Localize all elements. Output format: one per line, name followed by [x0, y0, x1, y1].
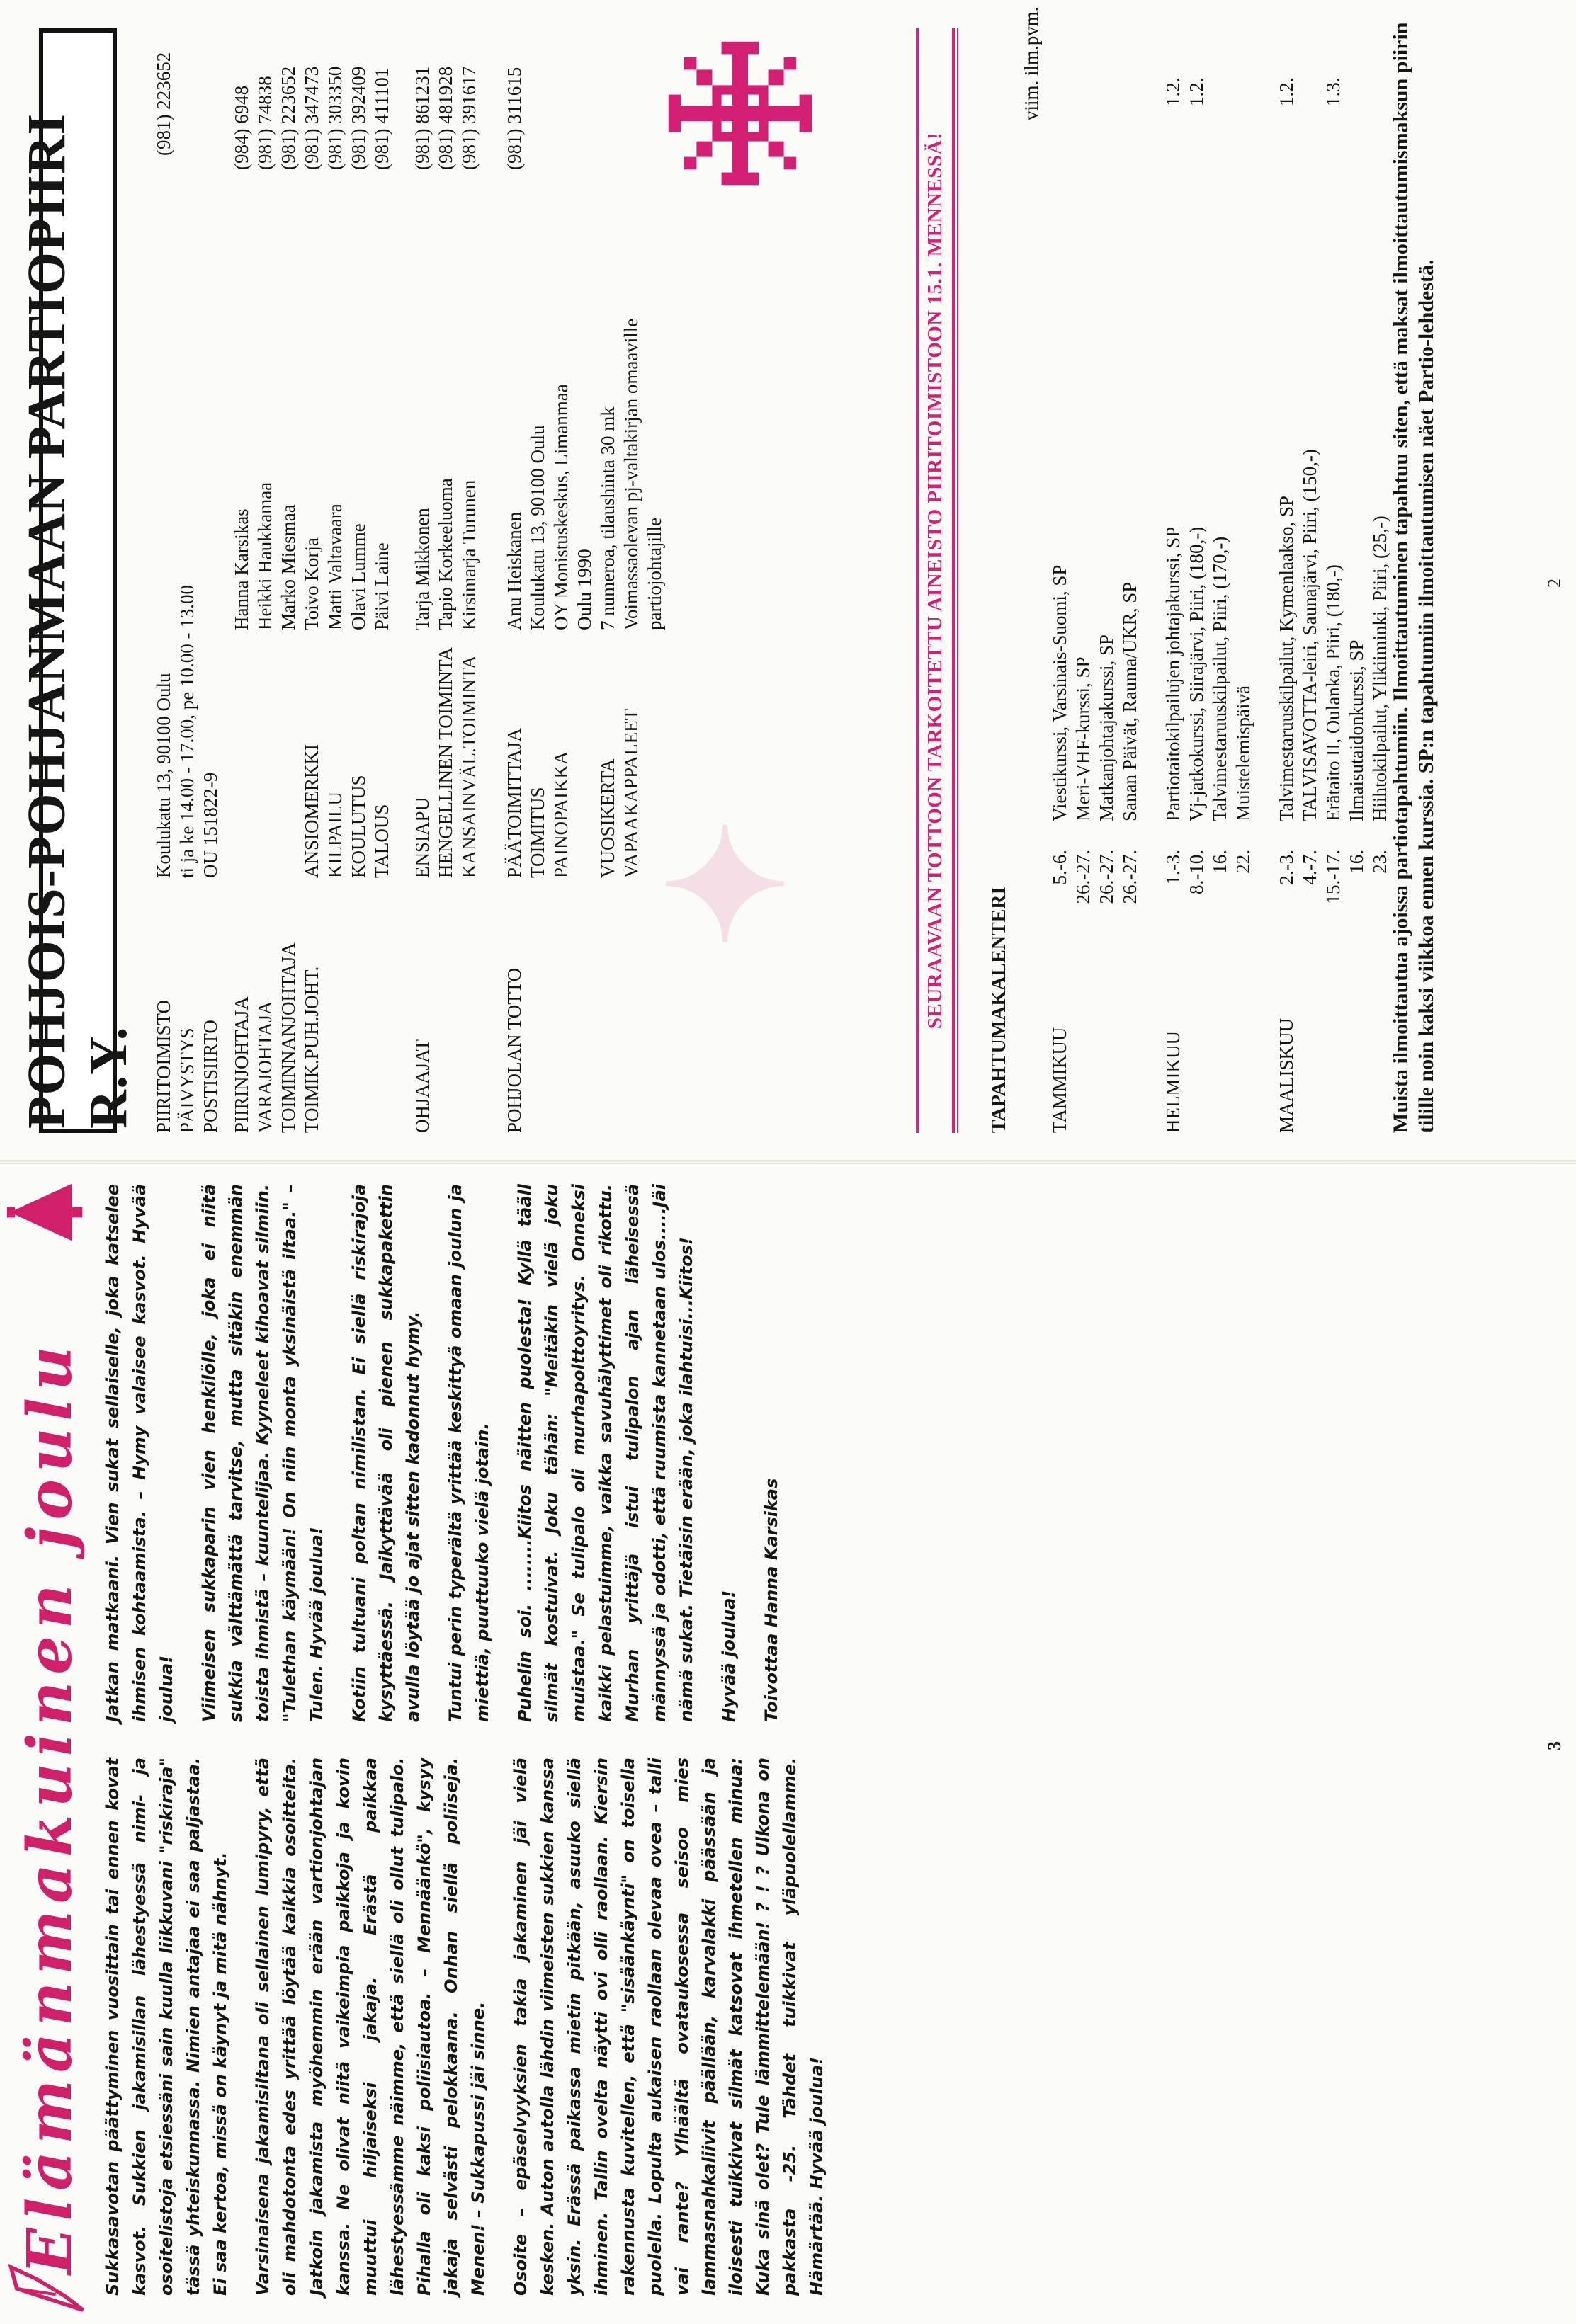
role-sub: ANSIOMERKKI: [301, 744, 322, 878]
calendar-event: TALVISAVOTTA-leiri, Saunajärvi, Piiri, (150,-): [1299, 449, 1320, 821]
person-phone: (981) 392409: [348, 66, 369, 170]
watermark-bg: ✦: [643, 818, 816, 949]
office-label: PIIRITOIMISTO: [153, 999, 174, 1133]
article-paragraph: Tuntui perin typerältä yrittää keskittyä omaan joulun ja miettiä, puuttuuko vielä jotain.: [446, 1184, 492, 1722]
office-value: OU 151822-9: [200, 772, 221, 878]
role-sub: KILPAILU: [324, 791, 346, 878]
totto-value: partiojohtajille: [644, 518, 665, 630]
calendar-event: Talvimestaruuskilpailut, Kymenlaakso, SP: [1276, 495, 1297, 821]
article-paragraph: Osoite – epäselvyyksien takia jakaminen jäi vielä kesken. Auton autolla lähdin viimeisten sukkien kanssa yksin. Erässä paikassa mietin pitkään, asuuko siellä ihminen. Tallin ovelta näytti ovi olli raollaan. Kiersin rakennusta kuvitellen, että "sisäänkäynti" on toisella puolella. Lopulta aukaisen raollaan olevaa ovea – talli vai rante? Ylhäältä ovataukosessa seisoo mies lammasnahkaliivit päällään, karvalakki päässään ja iloisesti tuikkivat silmät katsovat ihmetellen minua: Kuka sinä olet? Tule lämmittelemään! ? ! ? Ulkona on pakkasta -25. Tähdet tuikkivat yläpuolellamme. Hämärtää. Hyvää joulua!: [511, 1758, 827, 2296]
article-paragraph: Varsinaisena jakamisiltana oli sellainen lumipyry, että oli mahdotonta edes yrittää löytää kaikkia osoitteita. Jatkoin jakamista myöhemmin erään vartionjohtajan kanssa. Ne olivat niitä vaikeimpia paikkoja ja kovin muuttui hiljaiseksi jakaja. Erästä paikkaa lähestyessämme näimme, että siellä oli ollut tulipalo. Pihalla oli kaksi poliisiautoa. – Mennäänkö", kysyy jakaja selvästi pelokkaana. Onhan siellä poliiseja. Menen! – Sukkapussi jäi sinne.: [253, 1758, 488, 2296]
role-sub: KOULUTUS: [348, 775, 369, 878]
person-phone: (981) 411101: [371, 67, 392, 170]
office-value: Koulukatu 13, 90100 Oulu: [153, 673, 174, 878]
person-phone: (981) 303350: [324, 66, 346, 170]
role-sub: PÄÄTOIMITTAJA: [504, 728, 525, 878]
calendar-month: HELMIKUU: [1162, 1031, 1184, 1133]
role-sub: VUOSIKERTA: [597, 758, 618, 878]
calendar-deadline: 1.2.: [1186, 77, 1207, 106]
calendar-date: 15.-17.: [1322, 850, 1344, 904]
calendar-date: 8.-10.: [1186, 850, 1207, 894]
person-phone: (981) 861231: [412, 66, 433, 170]
person-name: Matti Valtavaara: [324, 503, 346, 630]
role-sub: TOIMITUS: [527, 787, 548, 878]
role-sub: PAINOPAIKKA: [550, 751, 572, 878]
instructors-label: OHJAAJAT: [412, 1039, 433, 1133]
article-paragraph: Sukkasavotan päättyminen vuosittain tai ennen kovat kasvot. Sukkien jakamisillan lähestyessä nimi- ja osoitelistoja etsiessäni sain kuulla liikkuvani "riskiraja" tässä yhteiskunnassa. Nimien antajaa ei saa paljastaa. Ei saa kertoa, missä on käynyt ja mitä nähnyt.: [103, 1758, 230, 2296]
totto-value: 7 numeroa, tilaushinta 30 mk: [597, 406, 618, 630]
calendar-event: Partiotaitokilpailujen johtajakurssi, SP: [1162, 526, 1184, 821]
totto-value: Oulu 1990: [574, 549, 595, 630]
calendar-event: Sanan Päivät, Rauma/UKR, SP: [1119, 581, 1140, 821]
office-label: PÄIVYSTYS: [176, 1027, 198, 1133]
person-phone: (981) 481928: [435, 66, 456, 170]
calendar-event: Erätaito II, Oulanka, Piiri, (180,-): [1322, 564, 1344, 821]
person-name: Tapio Korkeeluoma: [435, 478, 456, 630]
calendar-date: 5.-6.: [1049, 850, 1070, 885]
article-column-2: [99, 1184, 800, 1722]
calendar-event: Hiihtokilpailut, Ylikiiminki, Piiri, (25,-): [1369, 516, 1390, 821]
calendar-date: 2.-3.: [1276, 850, 1297, 885]
page-number: 2: [1544, 579, 1565, 588]
role-label: TOIMINNANJOHTAJA: [278, 942, 299, 1133]
role-sub: KANSAINVÄL.TOIMINTA: [458, 655, 480, 878]
article-title: Elämänmakuinen joulu: [14, 1339, 86, 2274]
calendar-deadline: 1.3.: [1322, 77, 1344, 106]
calendar-event: Talvimestaruuskilpailut, Piiri, (170,-): [1209, 536, 1230, 821]
role-label: PIIRINJOHTAJA: [231, 996, 252, 1133]
deadline-notice-text: SEURAAVAAN TOTTOON TARKOITETTU AINEISTO PIIRITOIMISTOON 15.1. MENNESSÄ!: [924, 132, 946, 1030]
calendar-date: 16.: [1209, 850, 1230, 874]
person-name: Heikki Haukkamaa: [254, 482, 276, 630]
person-phone: (981) 347473: [301, 66, 322, 170]
calendar-event: Ilmaisutaidonkurssi, SP: [1346, 639, 1367, 821]
calendar-date: 16.: [1346, 850, 1367, 874]
person-name: Hanna Karsikas: [231, 508, 252, 630]
district-title: POHJOIS-POHJANMAAN PARTIOPIIRI R.Y.: [17, 113, 138, 1129]
calendar-date: 26.-27.: [1096, 850, 1117, 904]
person-name: Kirsimarja Turunen: [458, 479, 480, 630]
person-phone: (981) 74838: [254, 76, 276, 170]
person-name: Päivi Laine: [371, 542, 392, 630]
calendar-deadline: 1.2.: [1162, 77, 1184, 106]
calendar-event: Muistelemispäivä: [1232, 685, 1254, 821]
role-sub: HENGELLINEN TOIMINTA: [435, 646, 456, 878]
calendar-title: TAPAHTUMAKALENTERI: [988, 887, 1010, 1133]
registration-reminder: Muista ilmoittautua ajoissa partiotapahtumiin. Ilmoittautuminen tapahtuu siten, että maksat ilmoittautumismaksun piirin tilille noin kaksi viikkoa ennen kurssia. SP:n tapahtumiin ilmoittautumisen näet Partio-lehdestä.: [1389, 22, 1438, 1133]
calendar-date: 1.-3.: [1162, 850, 1184, 885]
office-label: POSTISIIRTO: [200, 1020, 221, 1133]
calendar-event: Matkanjohtajakurssi, SP: [1096, 634, 1117, 821]
person-name: Olavi Lumme: [348, 523, 369, 630]
calendar-deadline: 1.2.: [1276, 77, 1297, 106]
role-label: VARAJOHTAJA: [254, 1001, 276, 1133]
calendar-event: Viestikurssi, Varsinais-Suomi, SP: [1049, 564, 1070, 821]
person-name: Toivo Korja: [301, 537, 322, 630]
totto-value: Voimassaolevan pj-valtakirjan omaaville: [620, 318, 642, 630]
person-name: Tarja Mikkonen: [412, 508, 433, 630]
page-number-3: 3: [1544, 1741, 1565, 1750]
totto-value: Anu Heiskanen: [504, 511, 525, 630]
calendar-month: TAMMIKUU: [1049, 1027, 1070, 1133]
totto-label: POHJOLAN TOTTO: [504, 967, 525, 1133]
article-paragraph: Puhelin soi. ........Kiitos näitten puolesta! Kyllä tääll silmät kostuivat. Joku tähän: "Meitäkin vielä joku muistaa." Se tulipalo oli murhapolttoyritys. Onneksi kaikki pelastuimme, vaikka savuhälyttimet oli rikottu. Murhan yrittäjä istui tulipalon ajan läheisessä männyssä ja odotti, että ruumista kannetaan ulos.....Jäi nämä sukat. Tietäisin erään, joka ilahtuisi...Kiitos!: [515, 1184, 696, 1722]
person-phone: (984) 6948: [231, 85, 252, 170]
calendar-month: MAALISKUU: [1276, 1018, 1297, 1133]
totto-value: OY Monistuskeskus, Limanmaa: [550, 384, 572, 630]
calendar-date: 26.-27.: [1072, 850, 1094, 904]
calendar-date: 22.: [1232, 850, 1254, 874]
office-value: ti ja ke 14.00 - 17.00, pe 10.00 - 13.00: [176, 585, 198, 878]
office-phone: (981) 223652: [153, 52, 174, 156]
calendar-date: 23.: [1369, 850, 1390, 874]
role-sub: ENSIAPU: [412, 797, 433, 878]
article-paragraph: Viimeisen sukkaparin vien henkilölle, joka ei niitä sukkia välttämättä tarvitse, mutta sitäkin enemmän toista ihmistä – kuuntelijaa. Kyyneleet kihoavat silmiin. "Tulethan käymään! On niin monta yksinäistä iltaa." – Tulen. Hyvää joulua!: [199, 1184, 327, 1722]
totto-value: Koulukatu 13, 90100 Oulu: [527, 425, 548, 630]
article-column-1: [99, 1758, 846, 2296]
calendar-date: 26.-27.: [1119, 850, 1140, 904]
person-phone: (981) 223652: [278, 66, 299, 170]
calendar-deadline-header: viim. ilm.pvm.: [1021, 6, 1042, 120]
role-sub: VAPAAKAPPALEET: [620, 708, 642, 878]
calendar-date: 4.-7.: [1299, 850, 1320, 885]
calendar-event: Vj-jatkokurssi, Siirajärvi, Piiri, (180,-): [1186, 526, 1207, 821]
calendar-event: Meri-VHF-kurssi, SP: [1072, 656, 1094, 821]
person-phone: (981) 391617: [458, 66, 480, 170]
role-sub: TALOUS: [371, 804, 392, 878]
role-label: TOIMIK.PUH.JOHT.: [301, 966, 322, 1133]
article-paragraph: Hyvää joulua!: [719, 1590, 739, 1722]
article-paragraph: Kotiin tultuani poltan nimilistan. Ei siellä riskirajoja kysyttäessä. Jaikyttävää oli pienen sukkapakettin avulla löytää jo ajat sitten kadonnut hymy.: [349, 1184, 423, 1722]
article-paragraph: Jatkan matkaani. Vien sukat sellaiselle, joka katselee ihmisen kohtaamista. – Hymy valaisee kasvot. Hyvää joulua!: [103, 1184, 176, 1722]
person-phone: (981) 311615: [504, 67, 525, 170]
person-name: Marko Miesmaa: [278, 504, 299, 630]
article-signature: Toivottaa Hanna Karsikas: [761, 1478, 781, 1722]
christmas-tree-icon: [7, 1173, 85, 1251]
